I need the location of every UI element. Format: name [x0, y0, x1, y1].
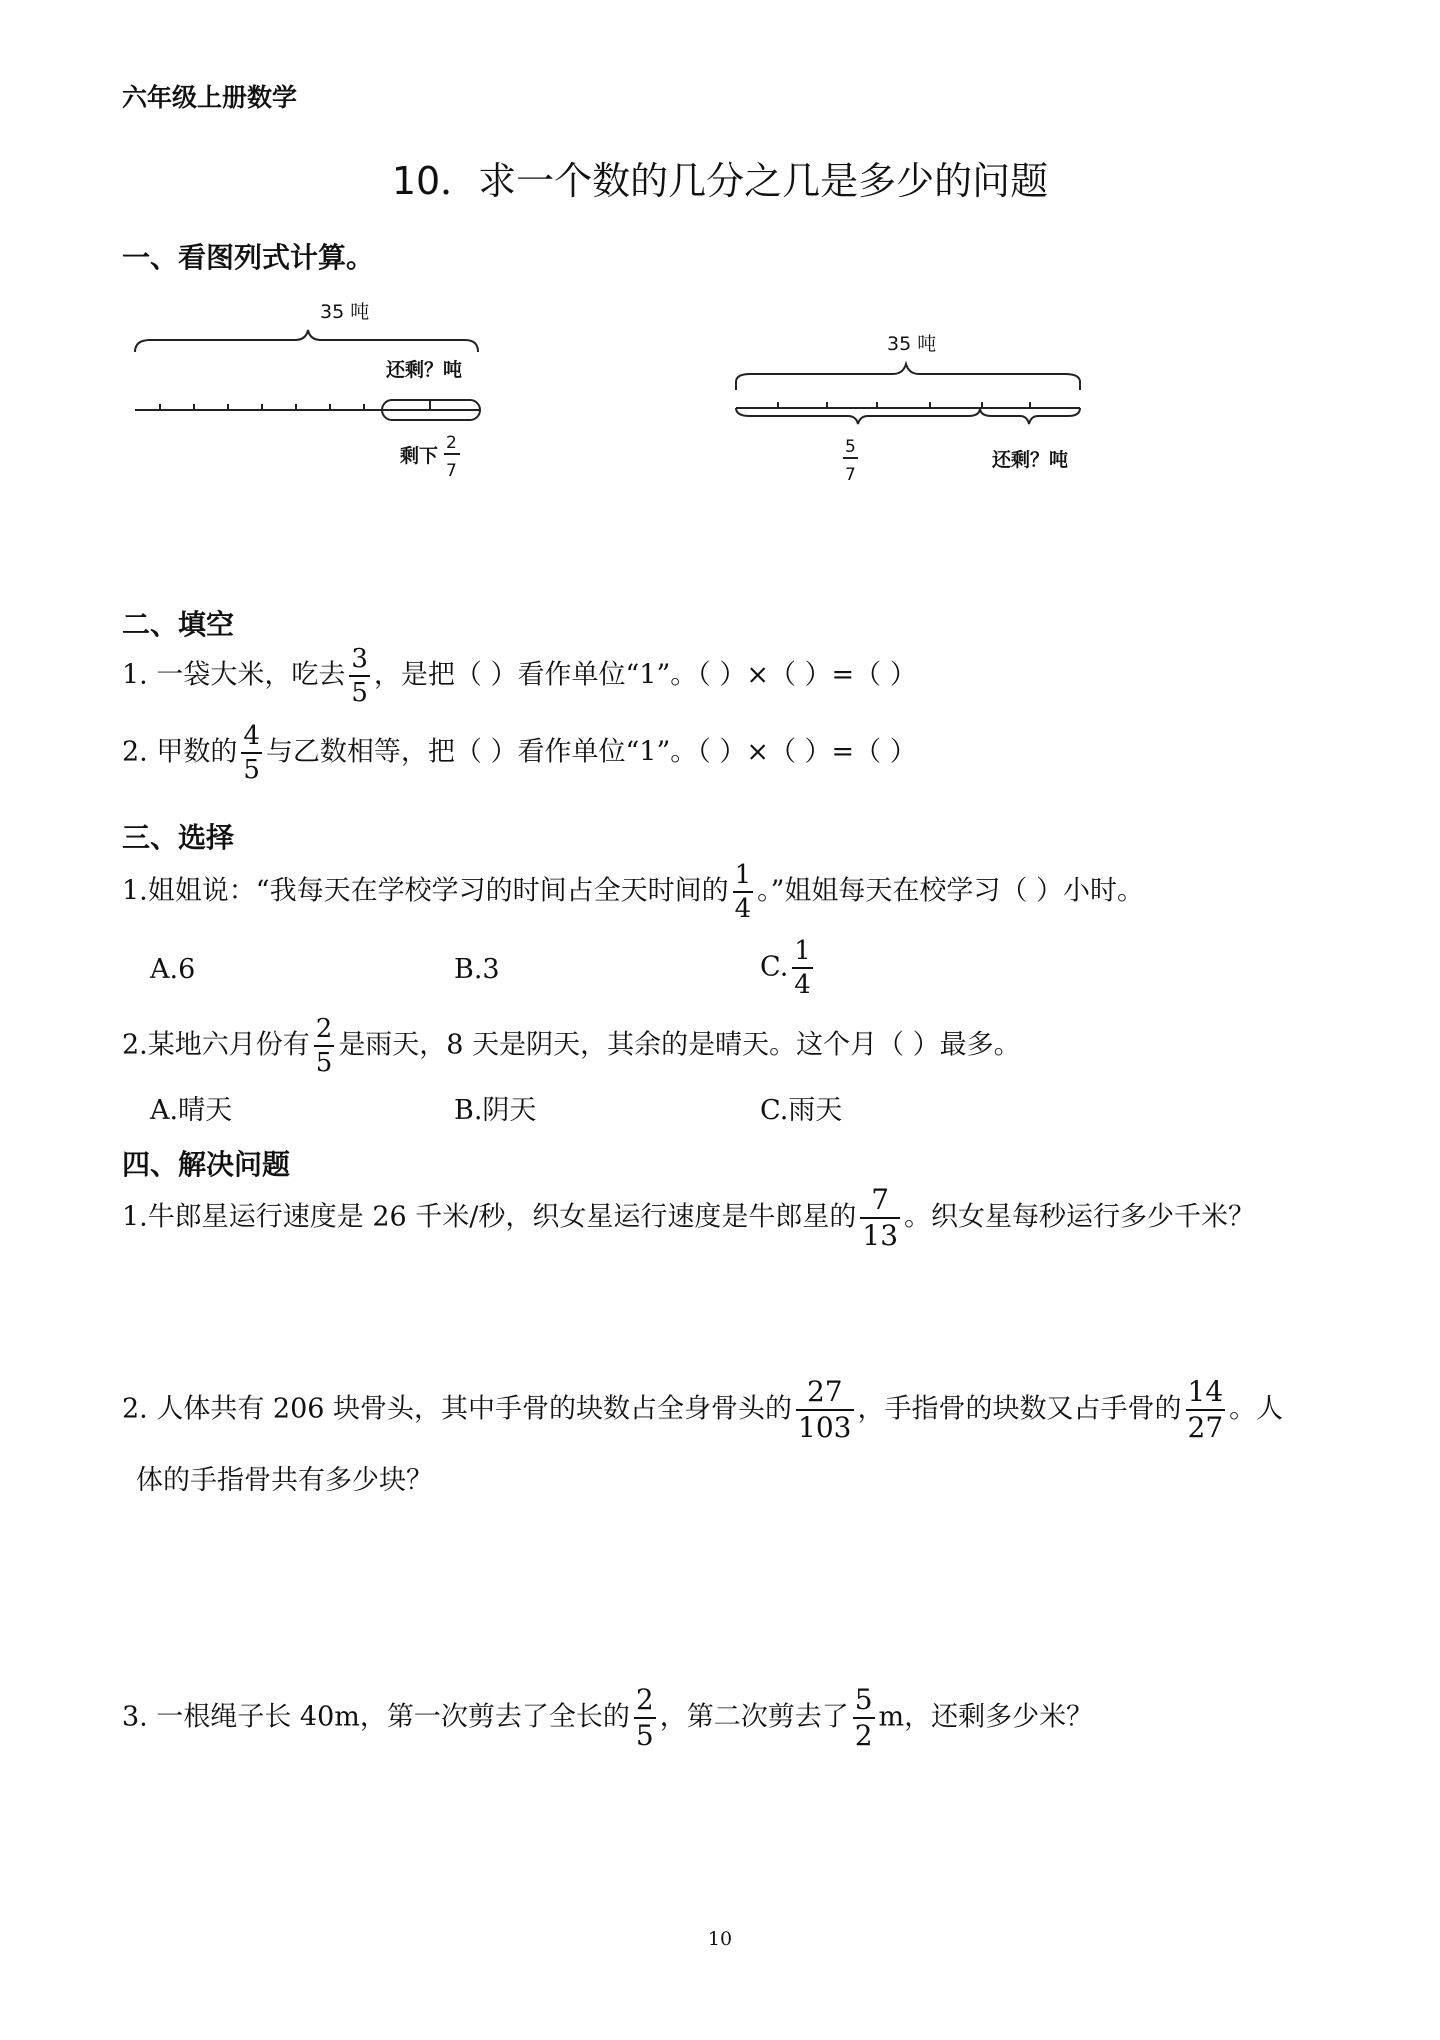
- fraction: $\frac{1}{4}$: [794, 936, 811, 1000]
- fraction: $\frac{5}{2}$: [854, 1683, 873, 1752]
- diagram-1-denominator: 7: [446, 461, 457, 481]
- choice-2-option-a: A.晴天: [150, 1095, 233, 1126]
- fraction: $\frac{14}{27}$: [1187, 1375, 1224, 1444]
- problem-2-line-1: 2. 人体共有 206 块骨头，其中手骨的块数占全身骨头的 $\frac{27}{103}$ ，手指骨的块数又占手骨的 $\frac{14}{27}$ 。人: [122, 1375, 1284, 1444]
- diagram-2-part-brace: [736, 408, 980, 424]
- choice-1-option-b: B.3: [454, 954, 500, 985]
- page-number: 10: [707, 1928, 733, 1950]
- fraction: $\frac{3}{5}$: [351, 644, 368, 708]
- diagram-1: [135, 330, 480, 454]
- problem-1: 1.牛郎星运行速度是 26 千米/秒，织女星运行速度是牛郎星的 $\frac{7}{13}$ 。织女星每秒运行多少千米？: [122, 1183, 1256, 1252]
- diagram-1-total-brace: [135, 330, 478, 352]
- choice-2-option-c: C.雨天: [760, 1095, 843, 1126]
- diagram-2-denominator: 7: [845, 465, 856, 485]
- choice-1-option-c: C. $\frac{1}{4}$: [760, 936, 811, 1000]
- section-1-heading: 一、看图列式计算。: [122, 241, 375, 274]
- fraction: $\frac{1}{4}$: [734, 860, 752, 924]
- choice-question-1: 1.姐姐说：“我每天在学校学习的时间占全天时间的 $\frac{1}{4}$ 。”姐姐每天在校学习（ ）小时。: [122, 860, 1145, 924]
- diagram-2: [736, 364, 1080, 458]
- section-3-heading: 三、选择: [122, 821, 235, 854]
- diagram-2-remain-label: 还剩？吨: [992, 449, 1069, 471]
- choice-question-2: 2.某地六月份有 $\frac{2}{5}$ 是雨天，8 天是阴天，其余的是晴天。这个月（ ）最多。: [122, 1014, 1021, 1078]
- fraction: $\frac{7}{13}$: [862, 1183, 899, 1252]
- fraction: $\frac{4}{5}$: [243, 721, 260, 785]
- diagram-area: [0, 0, 1440, 520]
- choice-1-option-a: A.6: [150, 954, 196, 985]
- diagram-2-remain-brace: [980, 408, 1080, 424]
- worksheet-header: 六年级上册数学: [122, 83, 298, 112]
- problem-3: 3. 一根绳子长 40m，第一次剪去了全长的 $\frac{2}{5}$ ，第二次剪去了 $\frac{5}{2}$ m，还剩多少米？: [122, 1683, 1094, 1752]
- diagram-2-total-brace: [736, 364, 1080, 390]
- fill-question-2: 2. 甲数的 $\frac{4}{5}$ 与乙数相等，把（ ）看作单位“1”。（ ）×（ ）=（ ）: [122, 721, 917, 785]
- fraction: $\frac{2}{5}$: [635, 1683, 654, 1752]
- section-4-heading: 四、解决问题: [122, 1148, 291, 1181]
- fraction: $\frac{2}{5}$: [315, 1014, 333, 1078]
- page-title: 10．求一个数的几分之几是多少的问题: [391, 159, 1049, 203]
- problem-2-line-2: 体的手指骨共有多少块？: [136, 1465, 433, 1496]
- diagram-1-remain-label: 还剩？吨: [386, 359, 463, 381]
- fraction: $\frac{27}{103}$: [798, 1375, 852, 1444]
- diagram-1-total-label: 35 吨: [320, 301, 370, 323]
- fill-question-1: 1. 一袋大米，吃去 $\frac{3}{5}$ ，是把（ ）看作单位“1”。（ ）×（ ）=（ ）: [122, 644, 917, 708]
- choice-2-option-b: B.阴天: [454, 1095, 537, 1126]
- section-2-heading: 二、填空: [122, 608, 235, 641]
- diagram-1-used-label: 剩下: [400, 445, 439, 467]
- diagram-1-numerator: 2: [446, 433, 457, 453]
- diagram-2-numerator: 5: [845, 437, 856, 457]
- diagram-2-total-label: 35 吨: [887, 333, 937, 355]
